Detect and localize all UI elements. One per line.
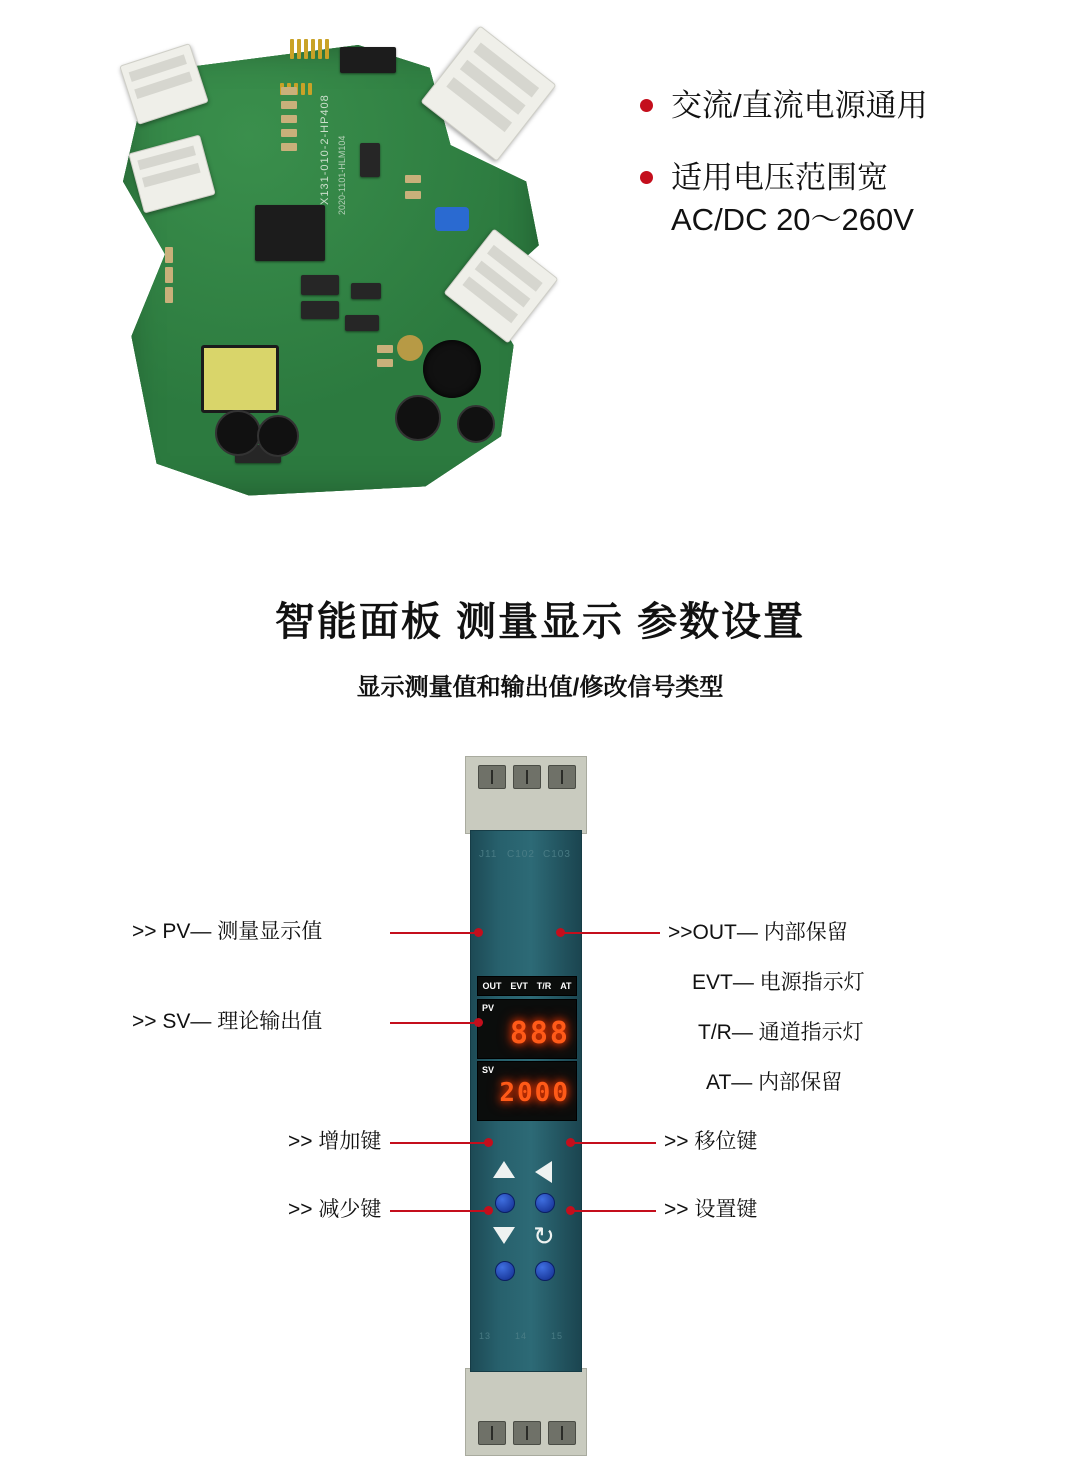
- pcb-electrolytic-4: [457, 405, 495, 443]
- pcb-silkscreen-sub: 2020-1101-HLM104: [337, 135, 347, 215]
- bullet-item-1: [640, 85, 1060, 127]
- led-label-tr: T/R: [536, 981, 552, 991]
- callout-tr: T/R— 通道指示灯: [698, 1021, 864, 1044]
- pcb-electrolytic-3: [395, 395, 441, 441]
- bullet-dot-icon: [640, 99, 653, 112]
- shift-button[interactable]: [535, 1193, 555, 1213]
- callout-shift-line: [570, 1142, 656, 1144]
- device-faint-label-1: J11: [479, 849, 498, 860]
- pcb-trimmer: [435, 207, 469, 231]
- led-label-out: OUT: [482, 981, 502, 991]
- callout-out: >>OUT— 内部保留: [668, 921, 848, 944]
- pcb-ic-2: [301, 275, 339, 295]
- pcb-ic-mcu: [255, 205, 325, 261]
- device-faint-label-3: C103: [543, 849, 571, 860]
- pv-value: 888: [509, 1016, 570, 1051]
- terminal-num-15: 15: [551, 1331, 564, 1341]
- callout-pv-line: [390, 932, 478, 934]
- device-diagram: [0, 740, 1080, 1470]
- pcb-transformer: [201, 345, 279, 413]
- sv-label: SV: [482, 1065, 495, 1075]
- pcb-silkscreen-id: X131-010-2-HP408: [319, 94, 331, 205]
- led-indicator-strip: [477, 976, 577, 996]
- callout-pv-dot: [474, 928, 483, 937]
- callout-sv-dot: [474, 1018, 483, 1027]
- callout-out-line: [560, 932, 660, 934]
- pcb-ic-3: [301, 301, 339, 319]
- pcb-cap-gold: [397, 335, 423, 361]
- pv-label: PV: [482, 1003, 495, 1013]
- pcb-header-pins: [290, 39, 329, 59]
- pcb-ic-7: [360, 143, 380, 177]
- callout-sv: >> SV— 理论输出值: [132, 1010, 323, 1033]
- pcb-electrolytic-2: [257, 415, 299, 457]
- callout-pv: >> PV— 测量显示值: [132, 920, 323, 943]
- sub-heading: 显示测量值和输出值/修改信号类型: [356, 674, 724, 701]
- bullet-text-2-line2: AC/DC 20～260V: [671, 201, 914, 237]
- callout-evt: EVT— 电源指示灯: [692, 971, 865, 994]
- led-label-evt: EVT: [510, 981, 528, 991]
- set-loop-icon: ↻: [533, 1221, 555, 1251]
- callout-shift: >> 移位键: [664, 1130, 758, 1153]
- callout-decrease-line: [390, 1210, 488, 1212]
- device-bottom-cap: [465, 1368, 587, 1456]
- callout-shift-dot: [566, 1138, 575, 1147]
- feature-bullets: [640, 85, 1060, 271]
- pcb-inductor: [423, 340, 481, 398]
- callout-decrease: >> 减少键: [288, 1198, 382, 1221]
- pv-display: [477, 999, 577, 1059]
- terminal-num-13: 13: [479, 1331, 492, 1341]
- callout-set-dot: [566, 1206, 575, 1215]
- set-button[interactable]: [535, 1261, 555, 1281]
- shift-arrow-icon: [535, 1161, 552, 1183]
- sv-value: 2000: [499, 1078, 570, 1108]
- pcb-electrolytic-1: [215, 410, 261, 456]
- increase-button[interactable]: [495, 1193, 515, 1213]
- led-label-at: AT: [560, 981, 572, 991]
- callout-increase-dot: [484, 1138, 493, 1147]
- increase-arrow-icon: [493, 1161, 515, 1178]
- bullet-text-2-line1: 适用电压范围宽: [671, 159, 888, 195]
- main-heading: 智能面板 测量显示 参数设置: [274, 600, 806, 644]
- callout-sv-line: [390, 1022, 478, 1024]
- callout-at: AT— 内部保留: [706, 1071, 843, 1094]
- pcb-ic-4: [351, 283, 381, 299]
- device-faint-label-2: C102: [507, 849, 535, 860]
- device-top-cap: [465, 756, 587, 834]
- decrease-arrow-icon: [493, 1227, 515, 1244]
- callout-increase-line: [390, 1142, 488, 1144]
- pcb-ic-1: [340, 47, 396, 73]
- terminal-num-14: 14: [515, 1331, 528, 1341]
- decrease-button[interactable]: [495, 1261, 515, 1281]
- callout-set-line: [570, 1210, 656, 1212]
- pcb-ic-5: [345, 315, 379, 331]
- device-body: [470, 830, 582, 1372]
- bullet-dot-icon: [640, 171, 653, 184]
- bullet-item-2: [640, 157, 1060, 241]
- callout-set: >> 设置键: [664, 1198, 758, 1221]
- callout-increase: >> 增加键: [288, 1130, 382, 1153]
- headings-block: [0, 590, 1080, 702]
- pcb-photo: [105, 15, 625, 525]
- top-section: [0, 0, 1080, 560]
- callout-decrease-dot: [484, 1206, 493, 1215]
- callout-out-dot: [556, 928, 565, 937]
- sv-display: [477, 1061, 577, 1121]
- bullet-text-1: 交流/直流电源通用: [671, 88, 928, 123]
